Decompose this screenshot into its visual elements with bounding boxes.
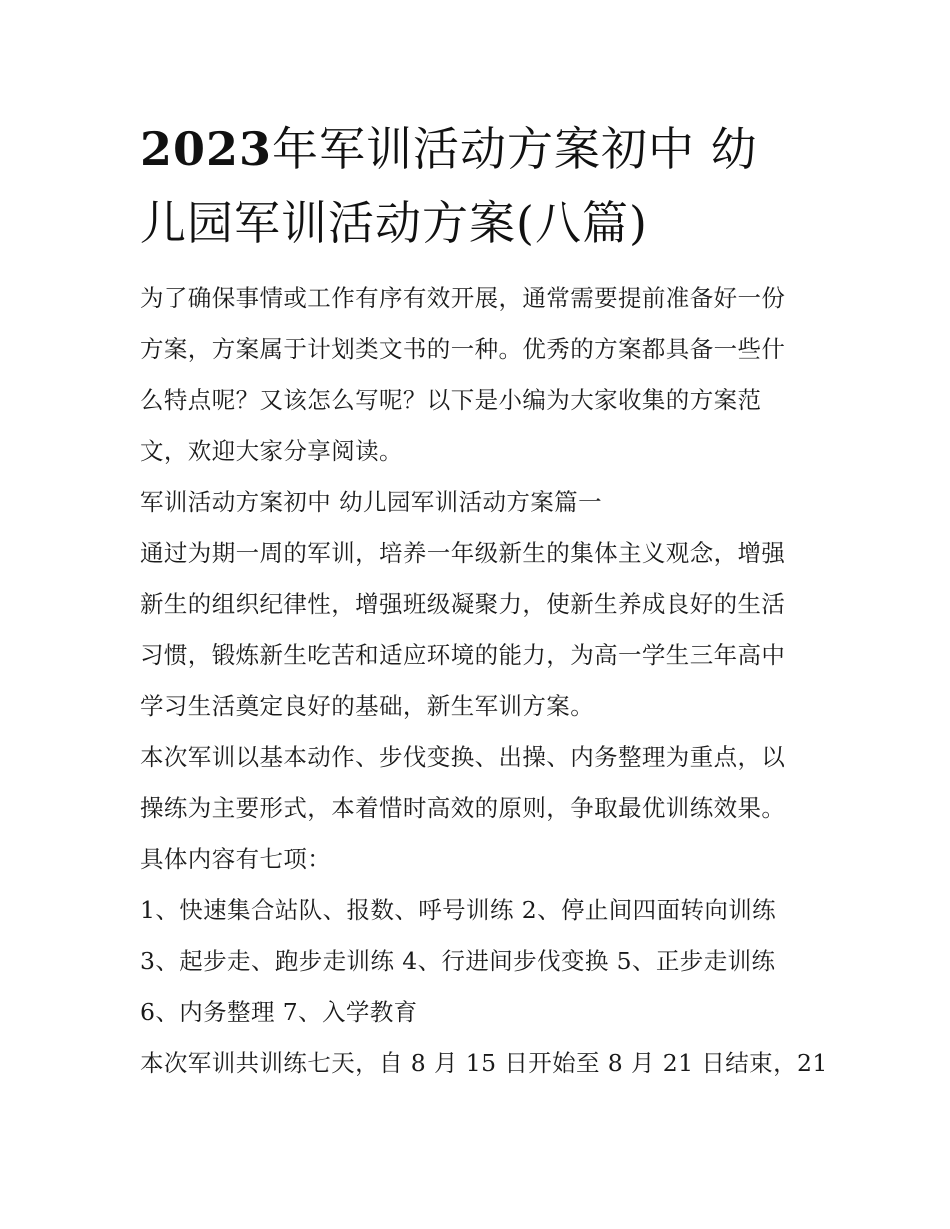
- paragraph-focus: [140, 732, 820, 885]
- text-line: 文，欢迎大家分享阅读。: [140, 437, 403, 465]
- text-line: 具体内容有七项：: [140, 845, 332, 873]
- text-line: 6、内务整理 7、入学教育: [140, 998, 418, 1026]
- text-line: 军训活动方案初中 幼儿园军训活动方案篇一: [140, 488, 602, 516]
- text-line: 么特点呢？又该怎么写呢？以下是小编为大家收集的方案范: [140, 386, 762, 414]
- paragraph-intro: [140, 273, 820, 477]
- document-title: [140, 112, 820, 260]
- text-line: 本次军训共训练七天，自 8 月 15 日开始至 8 月 21 日结束，21: [140, 1049, 828, 1077]
- text-line: 习惯，锻炼新生吃苦和适应环境的能力，为高一学生三年高中: [140, 641, 786, 669]
- title-year: 2023: [140, 122, 273, 176]
- title-line-1: [140, 112, 820, 186]
- text-line: 新生的组织纪律性，增强班级凝聚力，使新生养成良好的生活: [140, 590, 786, 618]
- title-line-2: 儿园军训活动方案(八篇): [140, 196, 648, 250]
- paragraph-items: [140, 885, 820, 1038]
- text-line: 方案，方案属于计划类文书的一种。优秀的方案都具备一些什: [140, 335, 786, 363]
- text-line: 通过为期一周的军训，培养一年级新生的集体主义观念，增强: [140, 539, 786, 567]
- paragraph-schedule: [140, 1038, 828, 1089]
- text-line: 1、快速集合站队、报数、呼号训练 2、停止间四面转向训练: [140, 896, 777, 924]
- text-line: 学习生活奠定良好的基础，新生军训方案。: [140, 692, 595, 720]
- paragraph-purpose: [140, 528, 820, 732]
- document-page: [140, 112, 828, 1089]
- section-heading: [140, 477, 820, 528]
- text-line: 为了确保事情或工作有序有效开展，通常需要提前准备好一份: [140, 284, 786, 312]
- document-body: [140, 273, 828, 1089]
- text-line: 本次军训以基本动作、步伐变换、出操、内务整理为重点，以: [140, 743, 786, 771]
- text-line: 3、起步走、跑步走训练 4、行进间步伐变换 5、正步走训练: [140, 947, 776, 975]
- title-line-1-text: 年军训活动方案初中 幼: [272, 122, 758, 176]
- text-line: 操练为主要形式，本着惜时高效的原则，争取最优训练效果。: [140, 794, 786, 822]
